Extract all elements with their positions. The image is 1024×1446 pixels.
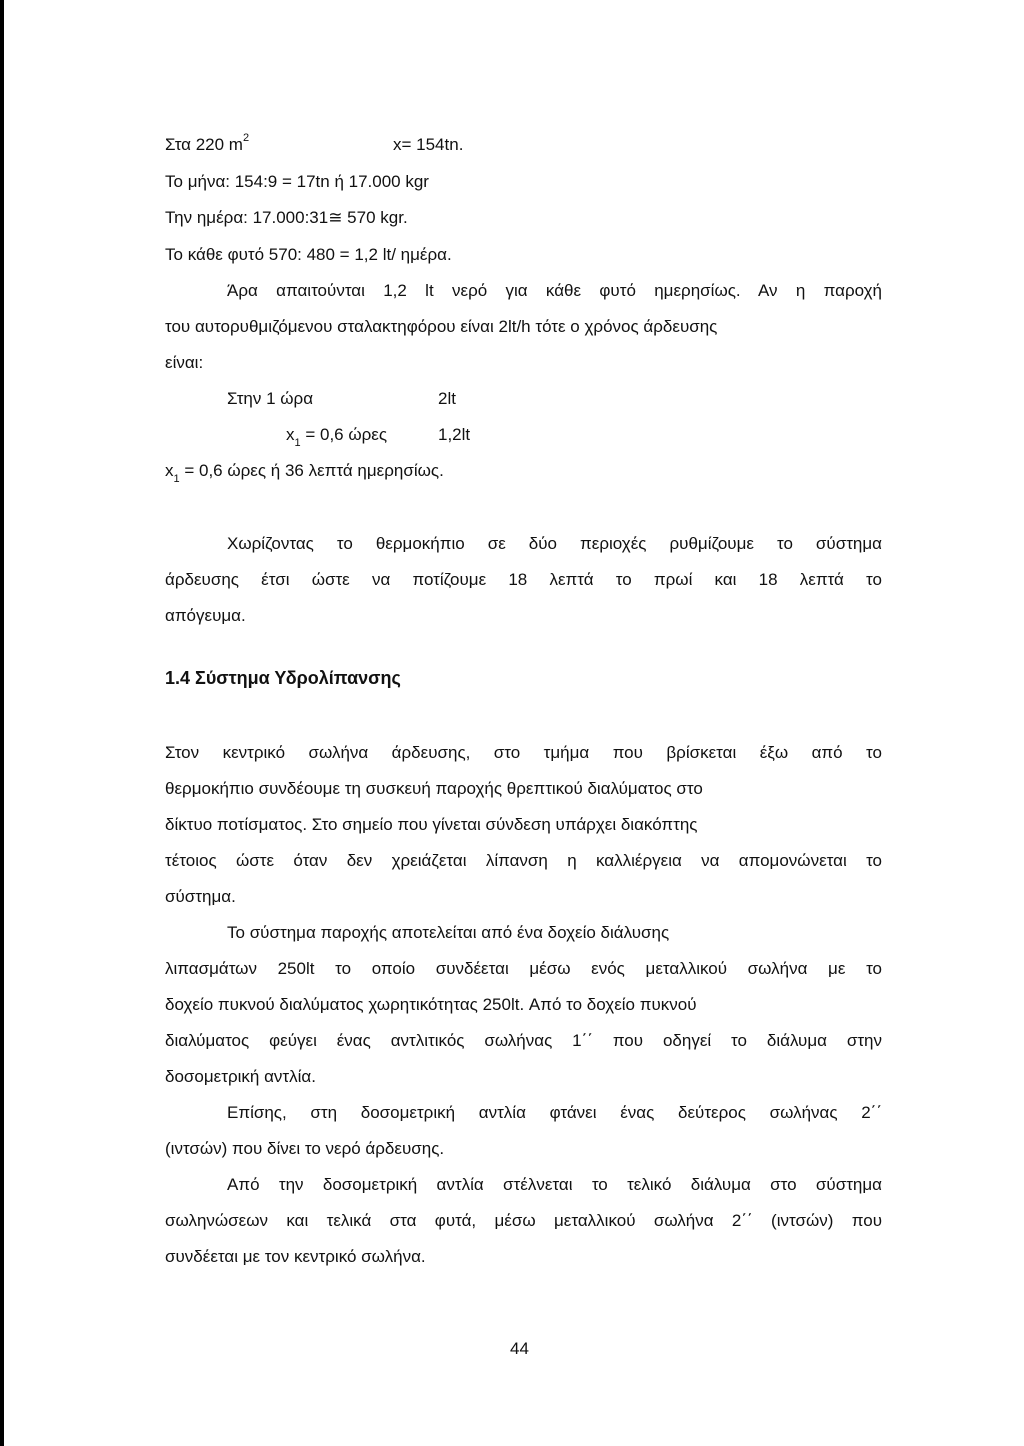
para2-line-3: απόγευμα.	[165, 606, 246, 625]
var-x: x	[165, 461, 174, 480]
para1-line-1	[227, 279, 882, 303]
para2-line-1: Χωρίζοντας το θερμοκήπιο σε δύο περιοχές ρυθμίζουμε το σύστημα	[227, 534, 882, 553]
para5-line-1: Επίσης, στη δοσομετρική αντλία φτάνει ένας δεύτερος σωλήνας 2΄΄	[227, 1103, 882, 1122]
calc-area-result: x= 154tn.	[393, 135, 464, 154]
para3-line-5: σύστημα.	[165, 887, 236, 906]
proportion-left-1: Στην 1 ώρα	[227, 389, 314, 408]
para4-line-3: δοχείο πυκνού διαλύματος χωρητικότητας 250lt. Από το δοχείο πυκνού	[165, 995, 697, 1014]
page-number: 44	[510, 1339, 529, 1358]
proportion-left-2	[286, 423, 388, 450]
para2-line-2: άρδευσης έτσι ώστε να ποτίζουμε 18 λεπτά το πρωί και 18 λεπτά το	[165, 570, 882, 589]
para1-line-3: είναι:	[165, 353, 204, 372]
proportion-right-2: 1,2lt	[438, 425, 471, 444]
para3-line-1: Στον κεντρικό σωλήνα άρδευσης, στο τμήμα που βρίσκεται έξω από το	[165, 743, 882, 762]
calc-result-text: = 0,6 ώρες ή 36 λεπτά ημερησίως.	[179, 461, 444, 480]
para1-line-1-text: Άρα απαιτούνται 1,2 lt νερό για κάθε φυτό ημερησίως. Αν η παροχή	[227, 281, 882, 300]
calc-area-exponent: 2	[242, 132, 250, 145]
para4-line-1: Το σύστημα παροχής αποτελείται από ένα δοχείο διάλυσης	[227, 923, 670, 942]
calc-result-line	[165, 459, 444, 486]
para4-line-2: λιπασμάτων 250lt το οποίο συνδέεται μέσω ενός μεταλλικού σωλήνα με το	[165, 959, 882, 978]
calc-area-prefix: Στα 220 m	[165, 135, 243, 154]
para3-line-3: δίκτυο ποτίσματος. Στο σημείο που γίνεται σύνδεση υπάρχει διακόπτης	[165, 815, 698, 834]
calc-line-month: Το μήνα: 154:9 = 17tn ή 17.000 kgr	[165, 172, 429, 191]
para4-line-4: διαλύματος φεύγει ένας αντλιτικός σωλήνας 1΄΄ που οδηγεί το διάλυμα στην	[165, 1031, 882, 1050]
para6-line-2: σωληνώσεων και τελικά στα φυτά, μέσω μεταλλικού σωλήνα 2΄΄ (ιντσών) που	[165, 1211, 882, 1230]
para5-line-2: (ιντσών) που δίνει το νερό άρδευσης.	[165, 1139, 445, 1158]
para6-line-3: συνδέεται με τον κεντρικό σωλήνα.	[165, 1247, 426, 1266]
para1-line-2: του αυτορυθμιζόμενου σταλακτηφόρου είναι 2lt/h τότε ο χρόνος άρδευσης	[165, 317, 718, 336]
var-x: x	[286, 425, 295, 444]
para6-line-1: Από την δοσομετρική αντλία στέλνεται το τελικό διάλυμα στο σύστημα	[227, 1175, 882, 1194]
calc-line-day: Την ημέρα: 17.000:31≅ 570 kgr.	[165, 208, 408, 227]
var-subscript: 1	[294, 437, 301, 450]
calc-line-area	[165, 133, 249, 157]
calc-line-plant: Το κάθε φυτό 570: 480 = 1,2 lt/ ημέρα.	[165, 245, 452, 264]
para3-line-4: τέτοιος ώστε όταν δεν χρειάζεται λίπανση η καλλιέργεια να απομονώνεται το	[165, 851, 882, 870]
proportion-right-1: 2lt	[438, 389, 456, 408]
section-heading: 1.4 Σύστημα Υδρολίπανσης	[165, 668, 401, 688]
para4-line-5: δοσομετρική αντλία.	[165, 1067, 316, 1086]
document-page	[4, 0, 1024, 1446]
var-subscript: 1	[173, 473, 180, 486]
para3-line-2: θερμοκήπιο συνδέουμε τη συσκευή παροχής θρεπτικού διαλύματος στο	[165, 779, 703, 798]
proportion-left-2-text: = 0,6 ώρες	[300, 425, 388, 444]
